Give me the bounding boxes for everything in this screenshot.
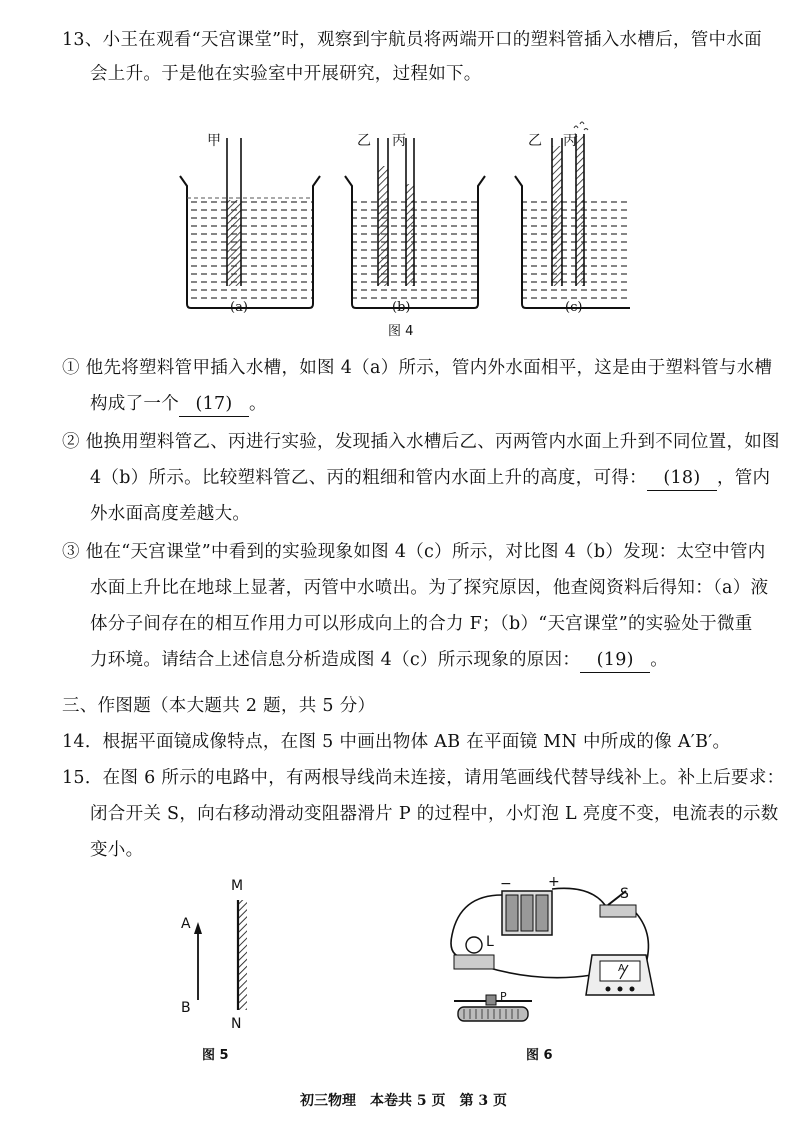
q13-p3-line-4	[90, 648, 668, 673]
fig6-label-l: L	[486, 934, 494, 950]
q13-p2-line-3: 外水面高度差越大。	[90, 504, 251, 524]
tube-bing-label-c: 丙	[563, 133, 577, 149]
figure-6-circuit	[440, 875, 670, 1035]
fig5-label-m: M	[231, 878, 244, 894]
tube-bing-label-b: 丙	[392, 133, 406, 149]
section-3-heading: 三、作图题（本大题共 2 题，共 5 分）	[62, 696, 376, 716]
q13-p3-line-4-end: 。	[650, 650, 669, 670]
answer-blank-17[interactable]: (17)	[179, 392, 249, 417]
answer-blank-18[interactable]: (18)	[647, 466, 717, 491]
q13-p1-line-2-end: 。	[249, 394, 267, 414]
q13-p1-line-2	[90, 392, 267, 417]
figure-6-caption: 图 6	[526, 1048, 553, 1063]
q13-p3-line-4-text: 力环境。请结合上述信息分析造成图 4（c）所示现象的原因：	[90, 650, 581, 670]
fig6-label-minus: −	[500, 876, 512, 892]
q13-p2-line-2-text: 4（b）所示。比较塑料管乙、丙的粗细和管内水面上升的高度，可得：	[90, 468, 647, 488]
q13-p2-line-2-end: ，管内	[716, 468, 771, 488]
beaker-b	[345, 138, 485, 308]
fig5-label-a: A	[181, 916, 191, 932]
q15-line-2: 闭合开关 S，向右移动滑动变阻器滑片 P 的过程中，小灯泡 L 亮度不变，电流表的示数	[90, 804, 779, 824]
page-footer: 初三物理 本卷共 5 页 第 3 页	[300, 1093, 507, 1109]
sublabel-c: (c)	[565, 300, 583, 315]
q13-p3-line-1: ③ 他在“天宫课堂”中看到的实验现象如图 4（c）所示，对比图 4（b）发现：太空中管内	[62, 542, 766, 562]
q13-p2-line-1: ② 他换用塑料管乙、丙进行实验，发现插入水槽后乙、丙两管内水面上升到不同位置，如图	[62, 432, 780, 452]
switch-icon	[600, 891, 636, 917]
q13-p1-line-2-text: 构成了一个	[90, 394, 179, 414]
q13-line-2: 会上升。于是他在实验室中开展研究，过程如下。	[90, 64, 482, 84]
q13-p3-line-3: 体分子间存在的相互作用力可以形成向上的合力 F；（b）“天宫课堂”的实验处于微重	[90, 614, 753, 634]
tube-jia-label: 甲	[207, 133, 221, 149]
figure-5-caption: 图 5	[202, 1048, 229, 1063]
ammeter-icon	[586, 955, 654, 995]
q13-p2-line-2	[90, 466, 770, 491]
sublabel-b: (b)	[392, 300, 411, 315]
fig5-label-b: B	[181, 1000, 191, 1016]
sublabel-a: (a)	[230, 300, 248, 315]
figure-4-caption: 图 4	[388, 324, 414, 339]
q13-line-1: 13、小王在观看“天宫课堂”时，观察到宇航员将两端开口的塑料管插入水槽后，管中水面	[62, 30, 762, 50]
beaker-a	[180, 138, 320, 308]
fig6-label-p: P	[500, 990, 507, 1003]
q15-line-1: 15．在图 6 所示的电路中，有两根导线尚未连接，请用笔画线代替导线补上。补上后要求：	[62, 768, 785, 788]
rheostat-icon	[454, 995, 532, 1021]
fig6-label-plus: +	[548, 874, 560, 890]
fig6-label-s: S	[620, 886, 629, 902]
answer-blank-19[interactable]: (19)	[580, 648, 650, 673]
q13-p3-line-2: 水面上升比在地球上显著，丙管中水喷出。为了探究原因，他查阅资料后得知：（a）液	[90, 578, 769, 598]
battery-icon	[502, 891, 552, 935]
tube-yi-label-c: 乙	[528, 133, 542, 149]
tube-yi-label-b: 乙	[357, 133, 371, 149]
q15-line-3: 变小。	[90, 840, 144, 860]
fig6-ammeter-label: A	[618, 963, 625, 974]
fig5-label-n: N	[231, 1016, 242, 1032]
q14-text: 14．根据平面镜成像特点，在图 5 中画出物体 AB 在平面镜 MN 中所成的像 A′B′。	[62, 732, 731, 752]
q13-p1-line-1: ① 他先将塑料管甲插入水槽，如图 4（a）所示，管内外水面相平，这是由于塑料管与水槽	[62, 358, 773, 378]
